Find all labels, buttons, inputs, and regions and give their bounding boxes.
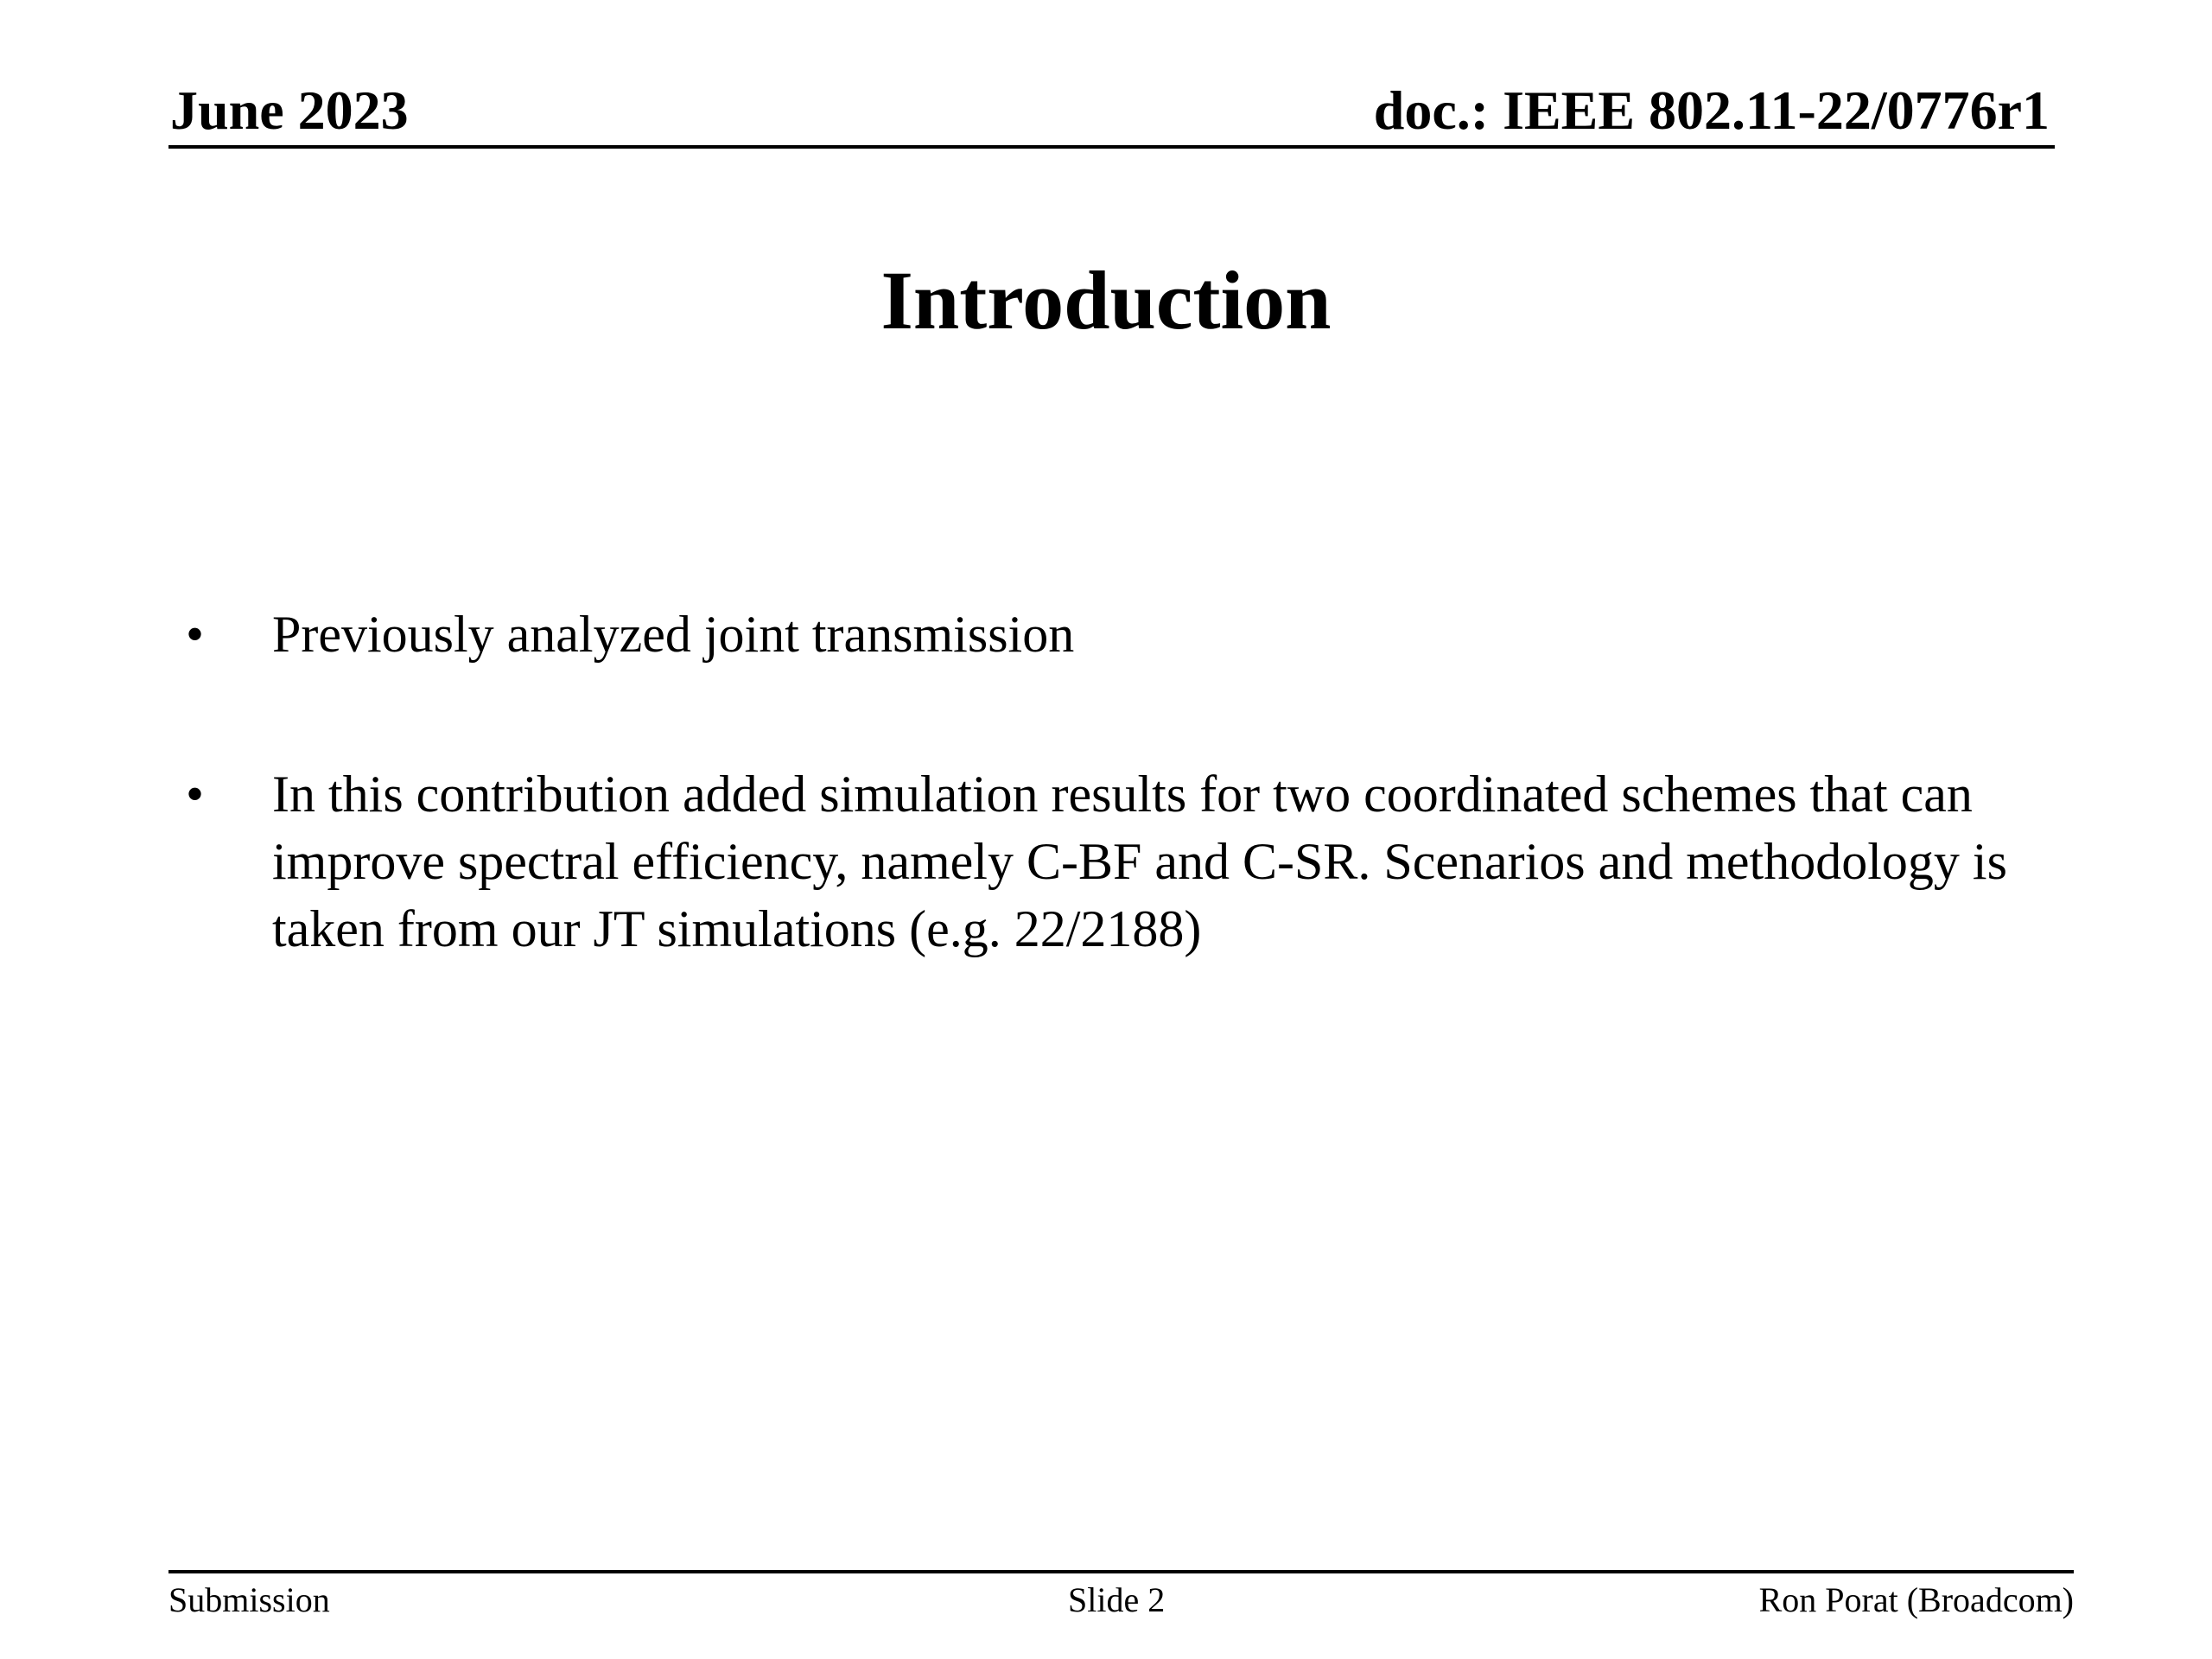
bullet-item — [186, 601, 2044, 668]
bullet-list — [186, 601, 2044, 1055]
bullet-icon: • — [186, 766, 205, 823]
footer-divider — [168, 1570, 2074, 1573]
header-date: June 2023 — [170, 79, 409, 141]
footer-author: Ron Porat (Broadcom) — [1758, 1580, 2074, 1619]
bullet-text: Previously analyzed joint transmission — [272, 606, 1075, 663]
header-divider — [168, 145, 2055, 149]
footer-slide-number: Slide 2 — [1068, 1580, 1166, 1619]
bullet-icon: • — [186, 606, 205, 663]
bullet-item — [186, 760, 2044, 963]
footer-submission: Submission — [168, 1580, 330, 1619]
slide-title: Introduction — [880, 254, 1332, 346]
bullet-text: In this contribution added simulation results for two coordinated schemes that can improve spectral efficiency, namely C-BF and C-SR. Scenarios and methodology is taken from our JT simulations (e.g. 22/2188) — [272, 766, 2007, 957]
header-doc-id: doc.: IEEE 802.11-22/0776r1 — [1373, 79, 2050, 141]
